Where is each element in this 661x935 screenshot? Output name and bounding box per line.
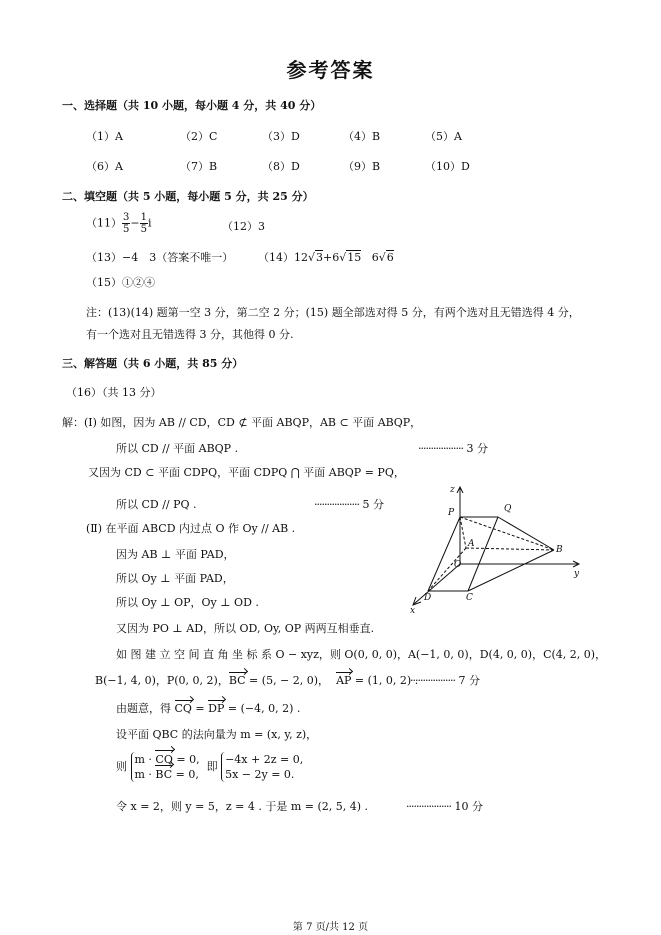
answer-15: （15）①②④ <box>86 276 155 289</box>
section-heading-solve: 三、解答题（共 6 小题，共 85 分） <box>62 357 244 370</box>
answer-3: （3）D <box>262 130 300 143</box>
label-y: y <box>574 569 580 579</box>
answer-10: （10）D <box>425 160 470 173</box>
answer-11: （11） $\frac{3}{5}$ − $\frac{1}{5}$ i <box>86 212 152 235</box>
page-title: 参考答案 <box>286 58 375 82</box>
label-d: D <box>424 593 432 603</box>
solution-line-2: 所以 CD // 平面 ABQP . <box>116 442 239 455</box>
answer-9: （9）B <box>343 160 381 173</box>
solution-line-3: 又因为 CD ⊂ 平面 CDPQ，平面 CDPQ ⋂ 平面 ABQP = PQ， <box>88 466 405 479</box>
equation-system: 则 m · CQ = 0, m · BC = 0, 即 −4x + 2z = 0, 5x − 2y = 0. <box>116 753 304 781</box>
solution-line-4: 所以 CD // PQ . <box>116 498 197 511</box>
note-line-1: 注：(13)(14) 题第一空 3 分，第二空 2 分；(15) 题全部选对得 5 分，有两个选对且无错选得 4 分， <box>86 306 580 319</box>
answer-12: （12）3 <box>222 220 265 233</box>
solution-line-11: B(−1, 4, 0)，P(0, 0, 2)，BC = (5, − 2, 0)， AP = (1, 0, 2) . <box>95 674 419 687</box>
note-line-2: 有一个选对且无错选得 3 分，其他得 0 分. <box>86 328 294 341</box>
answer-2: （2）C <box>180 130 218 143</box>
label-b: B <box>556 545 563 555</box>
solution-line-8: 所以 Oy ⊥ OP，Oy ⊥ OD . <box>116 596 259 609</box>
solution-line-10: 如 图 建 立 空 间 直 角 坐 标 系 O − xyz，则 O(0, 0, 0)，A(−1, 0, 0)，D(4, 0, 0)，C(4, 2, 0)， <box>116 648 607 661</box>
answer-8: （8）D <box>262 160 300 173</box>
solution-line-12: 由题意，得 CQ = DP = (−4, 0, 2) . <box>116 702 301 715</box>
solution-line-6: 因为 AB ⊥ 平面 PAD， <box>116 548 235 561</box>
solution-line-1: 解：(Ⅰ) 如图，因为 AB // CD，CD ⊄ 平面 ABQP，AB ⊂ 平面 ABQP， <box>62 416 422 429</box>
label-c: C <box>466 593 473 603</box>
score-10: ·················· 10 分 <box>406 800 483 813</box>
label-x: x <box>410 606 416 616</box>
score-5: ·················· 5 分 <box>314 498 384 511</box>
answer-4: （4）B <box>343 130 381 143</box>
answer-1: （1）A <box>86 130 123 143</box>
answer-7: （7）B <box>180 160 218 173</box>
solution-line-5: (Ⅱ) 在平面 ABCD 内过点 O 作 Oy // AB . <box>86 522 296 535</box>
answer-14: （14）12√3+6√15 6√6 <box>258 251 394 264</box>
coordinate-figure <box>398 478 598 618</box>
section-heading-choice: 一、选择题（共 10 小题，每小题 4 分，共 40 分） <box>62 99 322 112</box>
label-a: A <box>468 539 475 549</box>
answer-13: （13）−4 3（答案不唯一） <box>86 251 234 264</box>
score-3: ·················· 3 分 <box>418 442 488 455</box>
score-7: ·················· 7 分 <box>410 674 480 687</box>
question-16-label: （16）（共 13 分） <box>66 386 162 399</box>
label-z: z <box>450 485 455 495</box>
solution-line-13: 设平面 QBC 的法向量为 m = (x, y, z)， <box>116 728 318 741</box>
label-o: O <box>454 560 462 570</box>
label-p: P <box>448 508 455 518</box>
label-q: Q <box>504 504 512 514</box>
section-heading-fill: 二、填空题（共 5 小题，每小题 5 分，共 25 分） <box>62 190 314 203</box>
answer-6: （6）A <box>86 160 123 173</box>
answer-5: （5）A <box>425 130 462 143</box>
solution-line-9: 又因为 PO ⊥ AD，所以 OD, Oy, OP 两两互相垂直. <box>116 622 375 635</box>
page-footer: 第 7 页/共 12 页 <box>292 922 369 933</box>
solution-line-15: 令 x = 2，则 y = 5，z = 4 . 于是 m = (2, 5, 4) . <box>116 800 369 813</box>
solution-line-7: 所以 Oy ⊥ 平面 PAD， <box>116 572 234 585</box>
